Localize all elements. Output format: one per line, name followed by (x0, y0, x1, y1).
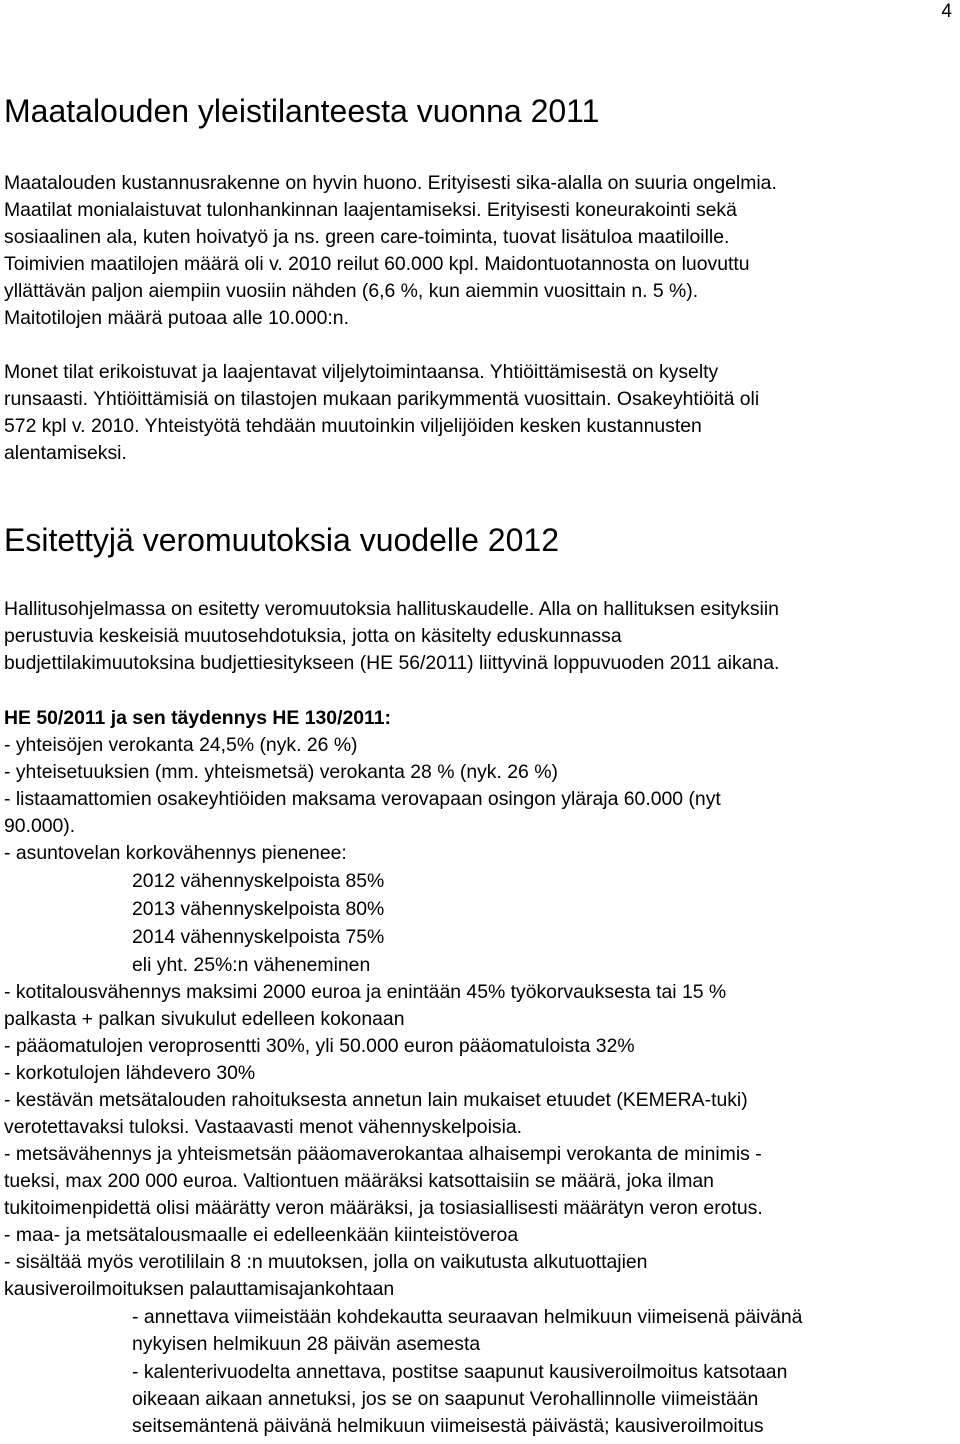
list-line: seitsemäntenä päivänä helmikuun viimeisestä päivästä; kausiveroilmoitus (132, 1415, 764, 1437)
text-line: Maatilat monialaistuvat tulonhankinnan laajentamiseksi. Erityisesti koneurakointi sekä (4, 199, 737, 221)
section2-subheading: HE 50/2011 ja sen täydennys HE 130/2011: (4, 707, 391, 729)
list-line: - yhteisöjen verokanta 24,5% (nyk. 26 %) (4, 734, 358, 756)
text-line: alentamiseksi. (4, 442, 127, 464)
list-line: verotettavaksi tuloksi. Vastaavasti menot vähennyskelpoisia. (4, 1116, 523, 1138)
list-line: - yhteisetuuksien (mm. yhteismetsä) verokanta 28 % (nyk. 26 %) (4, 761, 558, 783)
list-line: 90.000). (4, 815, 76, 837)
list-line: - annettava viimeistään kohdekautta seuraavan helmikuun viimeisenä päivänä (132, 1306, 803, 1328)
list-line: 2013 vähennyskelpoista 80% (132, 898, 385, 920)
text-line: sosiaalinen ala, kuten hoivatyö ja ns. green care-toiminta, tuovat lisätuloa maatiloille. (4, 226, 730, 248)
text-line: Hallitusohjelmassa on esitetty veromuutoksia hallituskaudelle. Alla on hallituksen esityksiin (4, 598, 779, 620)
text-line: yllättävän paljon aiempiin vuosiin nähden (6,6 %, kun aiemmin vuosittain n. 5 %). (4, 280, 699, 302)
text-line: Maatalouden kustannusrakenne on hyvin huono. Erityisesti sika-alalla on suuria ongelmia. (4, 172, 777, 194)
text-line: 572 kpl v. 2010. Yhteistyötä tehdään muutoinkin viljelijöiden kesken kustannusten (4, 415, 702, 437)
list-line: - pääomatulojen veroprosentti 30%, yli 50.000 euron pääomatuloista 32% (4, 1035, 635, 1057)
list-line: - asuntovelan korkovähennys pienenee: (4, 842, 347, 864)
list-line: tueksi, max 200 000 euroa. Valtiontuen määräksi katsottaisiin se määrä, joka ilman (4, 1170, 714, 1192)
text-line: budjettilakimuutoksina budjettiesitykseen (HE 56/2011) liittyvinä loppuvuoden 2011 aikana. (4, 652, 780, 674)
list-line: 2014 vähennyskelpoista 75% (132, 926, 385, 948)
text-line: Maitotilojen määrä putoaa alle 10.000:n. (4, 307, 349, 329)
list-line: kausiveroilmoituksen palauttamisajankohtaan (4, 1278, 395, 1300)
text-line: perustuvia keskeisiä muutosehdotuksia, jotta on käsitelty eduskunnassa (4, 625, 622, 647)
list-line: - korkotulojen lähdevero 30% (4, 1062, 256, 1084)
text-line: Monet tilat erikoistuvat ja laajentavat viljelytoimintaansa. Yhtiöittämisestä on kyselty (4, 361, 719, 383)
list-line: - kestävän metsätalouden rahoituksesta annetun lain mukaiset etuudet (KEMERA-tuki) (4, 1089, 748, 1111)
list-line: oikeaan aikaan annetuksi, jos se on saapunut Verohallinnolle viimeistään (132, 1388, 759, 1410)
list-line: 2012 vähennyskelpoista 85% (132, 870, 385, 892)
list-line: nykyisen helmikuun 28 päivän asemesta (132, 1333, 481, 1355)
page-number: 4 (941, 1, 952, 22)
list-line: - listaamattomien osakeyhtiöiden maksama verovapaan osingon yläraja 60.000 (nyt (4, 788, 721, 810)
section1-heading: Maatalouden yleistilanteesta vuonna 2011 (4, 93, 600, 129)
list-line: - kalenterivuodelta annettava, postitse saapunut kausiveroilmoitus katsotaan (132, 1361, 788, 1383)
list-line: tukitoimenpidettä olisi määrätty veron määräksi, ja tosiasiallisesti määrätyn veron erotus. (4, 1197, 763, 1219)
list-line: eli yht. 25%:n väheneminen (132, 954, 371, 976)
list-line: - maa- ja metsätalousmaalle ei edelleenkään kiinteistöveroa (4, 1224, 519, 1246)
list-line: - metsävähennys ja yhteismetsän pääomaverokantaa alhaisempi verokanta de minimis - (4, 1143, 762, 1165)
list-line: - kotitalousvähennys maksimi 2000 euroa ja enintään 45% työkorvauksesta tai 15 % (4, 981, 727, 1003)
list-line: palkasta + palkan sivukulut edelleen kokonaan (4, 1008, 405, 1030)
text-line: runsaasti. Yhtiöittämisiä on tilastojen mukaan parikymmentä vuosittain. Osakeyhtiöitä oli (4, 388, 760, 410)
text-line: Toimivien maatilojen määrä oli v. 2010 reilut 60.000 kpl. Maidontuotannosta on luovuttu (4, 253, 750, 275)
list-line: - sisältää myös verotililain 8 :n muutoksen, jolla on vaikutusta alkutuottajien (4, 1251, 648, 1273)
section2-heading: Esitettyjä veromuutoksia vuodelle 2012 (4, 522, 559, 558)
